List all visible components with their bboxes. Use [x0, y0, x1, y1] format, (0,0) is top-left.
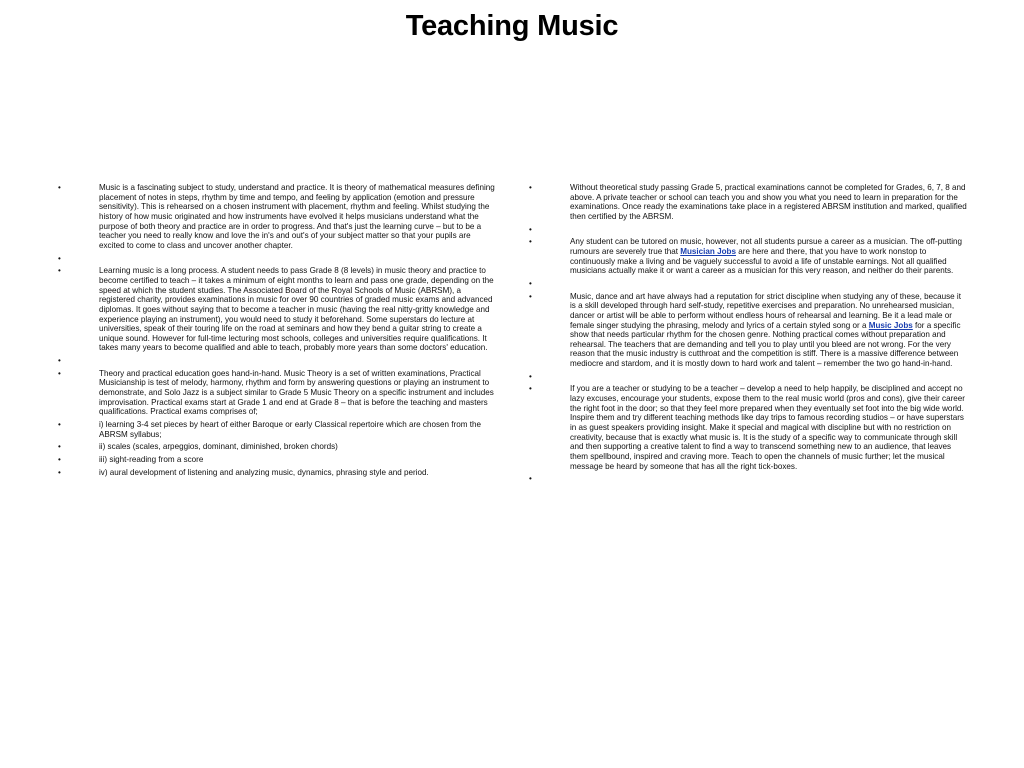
bullet-item — [528, 292, 968, 369]
bullet-icon: • — [58, 183, 61, 192]
bullet-item — [57, 442, 497, 452]
bullet-item — [57, 183, 497, 251]
bullet-item — [528, 237, 968, 276]
bullet-icon: • — [529, 371, 532, 381]
bullet-item — [57, 420, 497, 439]
bullet-icon: • — [529, 183, 532, 192]
inline-link[interactable]: Music Jobs — [868, 320, 913, 330]
bullet-icon: • — [58, 253, 61, 263]
bullet-icon: • — [58, 467, 61, 477]
left-bullet-list — [57, 183, 497, 477]
bullet-item — [528, 279, 968, 289]
bullet-icon: • — [58, 442, 61, 452]
bullet-item — [528, 183, 968, 222]
paragraph-text: iii) sight-reading from a score — [99, 455, 204, 465]
paragraph-text: Without theoretical study passing Grade 5, practical examinations cannot be completed for Grades, 6, 7, 8 and above. A private teacher or school can teach you and show you what you need to learn in preparation for the examinations. Once ready the examinations take place in a registered ABRSM institution and marked, qualified then certified by the ABRSM. — [570, 183, 967, 221]
paragraph-text: Theory and practical education goes hand-in-hand. Music Theory is a set of written examinations, Practical Musicianship is test of melody, harmony, rhythm and form by answering questions or playing an instrument to demonstrate, and Solo Jazz is a subject similar to Grade 5 Music Theory on a specific instrument and includes improvisation. Practical exams start at Grade 1 and end at Grade 8 – that is before the teaching and masters qualifications. Practical exams comprises of; — [99, 368, 494, 417]
paragraph-text: iv) aural development of listening and analyzing music, dynamics, phrasing style and period. — [99, 467, 429, 477]
bullet-icon: • — [529, 237, 532, 247]
bullet-item — [57, 254, 497, 264]
paragraph-text: Music, dance and art have always had a reputation for strict discipline when studying any of these, because it is a skill developed through hard self-study, repetitive exercises and preparation. No unrehearsed musician, dancer or artist will be able to perform without endless hours of rehearsal and learning. Be it a lead male or female singer studying the phrasing, melody and lyrics of a certain styled song or a — [570, 291, 961, 330]
bullet-icon: • — [58, 368, 61, 378]
bullet-icon: • — [58, 356, 61, 366]
paragraph-text: Any student can be tutored on music, however, not all students pursue a career as a musician. The off-putting rumours are severely true that — [570, 237, 963, 256]
bullet-icon: • — [58, 455, 61, 465]
paragraph-text: are here and there, that you have to work nonstop to continuously make a living and be vaguely successful to avoid a life of unstable earnings. Not all qualified musicians actually make it or want a career as a musician for this very reason, and neither do their parents. — [570, 246, 954, 276]
bullet-item — [57, 455, 497, 465]
right-column — [528, 183, 968, 487]
bullet-item — [528, 225, 968, 235]
bullet-icon: • — [529, 278, 532, 288]
bullet-icon: • — [529, 474, 532, 484]
inline-link[interactable]: Musician Jobs — [680, 246, 736, 256]
paragraph-text: Learning music is a long process. A student needs to pass Grade 8 (8 levels) in music theory and practice to become certified to teach – it takes a minimum of eight months to learn and pass one grade, depending on the speed at which the student studies. The Associated Board of the Royal Schools of Music (ABRSM), a registered charity, provides examinations in music for over 90 countries of graded music exams and advanced diplomas. It goes without saying that to become a teacher in music (having the real nitty-gritty knowledge and experience playing an instrument), you would need to study it beforehand. Some superstars do lecture at universities, speak of their touring life on the road at seminars and how they bend a guitar string to create a unique sound. However for full-time lecturing most schools, colleges and universities require qualifications. It takes many years to become qualified and able to teach, probably more years than some doctors' education. — [99, 266, 494, 353]
bullet-item — [528, 474, 968, 484]
bullet-item — [57, 468, 497, 478]
bullet-item — [57, 266, 497, 353]
page-title: Teaching Music — [405, 10, 619, 42]
bullet-item — [528, 372, 968, 382]
bullet-icon: • — [58, 420, 61, 430]
paragraph-text: ii) scales (scales, arpeggios, dominant, diminished, broken chords) — [99, 442, 338, 452]
paragraph-text: Music is a fascinating subject to study, understand and practice. It is theory of mathematical measures defining placement of notes in steps, rhythm by time and tempo, and feeling by application (emotion and pressure sensitivity). This is rehearsed on a chosen instrument with placement, rhythm and feeling. Whilst studying the history of how music originated and how instruments have evolved it helps musicians understand what the purpose of both theory and practice are in order to progress. And that's just the learning curve – but to be a teacher you need to really know and love the in's and out's of your subject matter so that your pupils are excited to come to class and uncover another chapter. — [99, 183, 495, 250]
paragraph-text: i) learning 3-4 set pieces by heart of either Baroque or early Classical repertoire which are chosen from the ABRSM syllabus; — [99, 420, 481, 439]
bullet-icon: • — [529, 224, 532, 234]
bullet-item — [57, 356, 497, 366]
bullet-icon: • — [529, 291, 532, 301]
paragraph-text: If you are a teacher or studying to be a teacher – develop a need to help happily, be disciplined and accept no lazy excuses, encourage your students, expose them to the real music world (pros and cons), give their career the right foot in the door; so that they feel more prepared when they eventually set foot into the big wide world. Inspire them and try different teaching methods like day trips to famous recording studios – or have superstars in as guest speakers providing insight. Make it special and magical with discipline but with no restriction on creativity, because that is exactly what music is. It is the study of a specific way to communicate through skill and then supporting a creative talent to find a way to transcend something new to an audience, that leaves them spellbound, inspired and craving more. Teach to open the channels of music further; let the musical message be heard by someone that has all the right tick-boxes. — [570, 384, 965, 471]
bullet-icon: • — [529, 384, 532, 394]
left-column — [57, 183, 497, 480]
paragraph-text: for a specific show that needs particular rhythm for the chosen genre. Nothing practical comes without preparation and rehearsal. The teachers that are demanding and tell you to play until you bleed are not wrong. For the very reason that the music industry is cutthroat and the competition is stiff. There is a massive difference between mediocre and stardom, and it is mostly down to hard work and talent – remember the two go hand-in-hand. — [570, 320, 961, 369]
bullet-icon: • — [58, 266, 61, 276]
bullet-item — [57, 369, 497, 417]
bullet-item — [528, 384, 968, 471]
right-bullet-list — [528, 183, 968, 484]
